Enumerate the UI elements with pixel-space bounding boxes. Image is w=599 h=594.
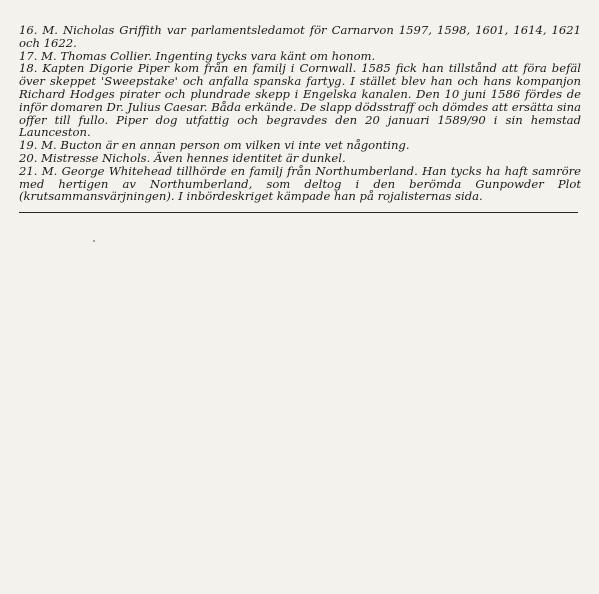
footnote-20: 20. Mistresse Nichols. Även hennes identitet är dunkel. [19, 150, 346, 165]
footnote-18: 18. Kapten Digorie Piper kom från en familj i Cornwall. 1585 fick han tillstånd att föra befäl över skeppet 'Sweepstake' och anfalla spanska fartyg. I stället blev han och hans kompanjon Richard Hodges pirater och plundrade skepp i Engelska kanalen. Den 10 juni 1586 fördes de inför domaren Dr. Julius Caesar. Båda erkände. De slapp dödsstraff och dömdes att ersätta sina offer till fullo. Piper dog utfattig och begravdes den 20 januari 1589/90 i sin hemstad Launceston. [19, 61, 581, 140]
footnote-17: 17. M. Thomas Collier. Ingenting tycks vara känt om honom. [19, 48, 376, 63]
footnote-19: 19. M. Bucton är en annan person om vilken vi inte vet någonting. [19, 138, 410, 153]
paper-speck [93, 240, 95, 242]
footnote-16: 16. M. Nicholas Griffith var parlamentsledamot för Carnarvon 1597, 1598, 1601, 1614, 1621 och 1622. [19, 23, 581, 50]
footnotes-block [19, 24, 581, 203]
horizontal-rule [19, 212, 578, 213]
footnote-21: 21. M. George Whitehead tillhörde en familj från Northumberland. Han tycks ha haft samröre med hertigen av Northumberland, som deltog i den berömda Gunpowder Plot (krutsammansvärjningen). I inbördeskriget kämpade han på rojalisternas sida. [19, 163, 581, 204]
